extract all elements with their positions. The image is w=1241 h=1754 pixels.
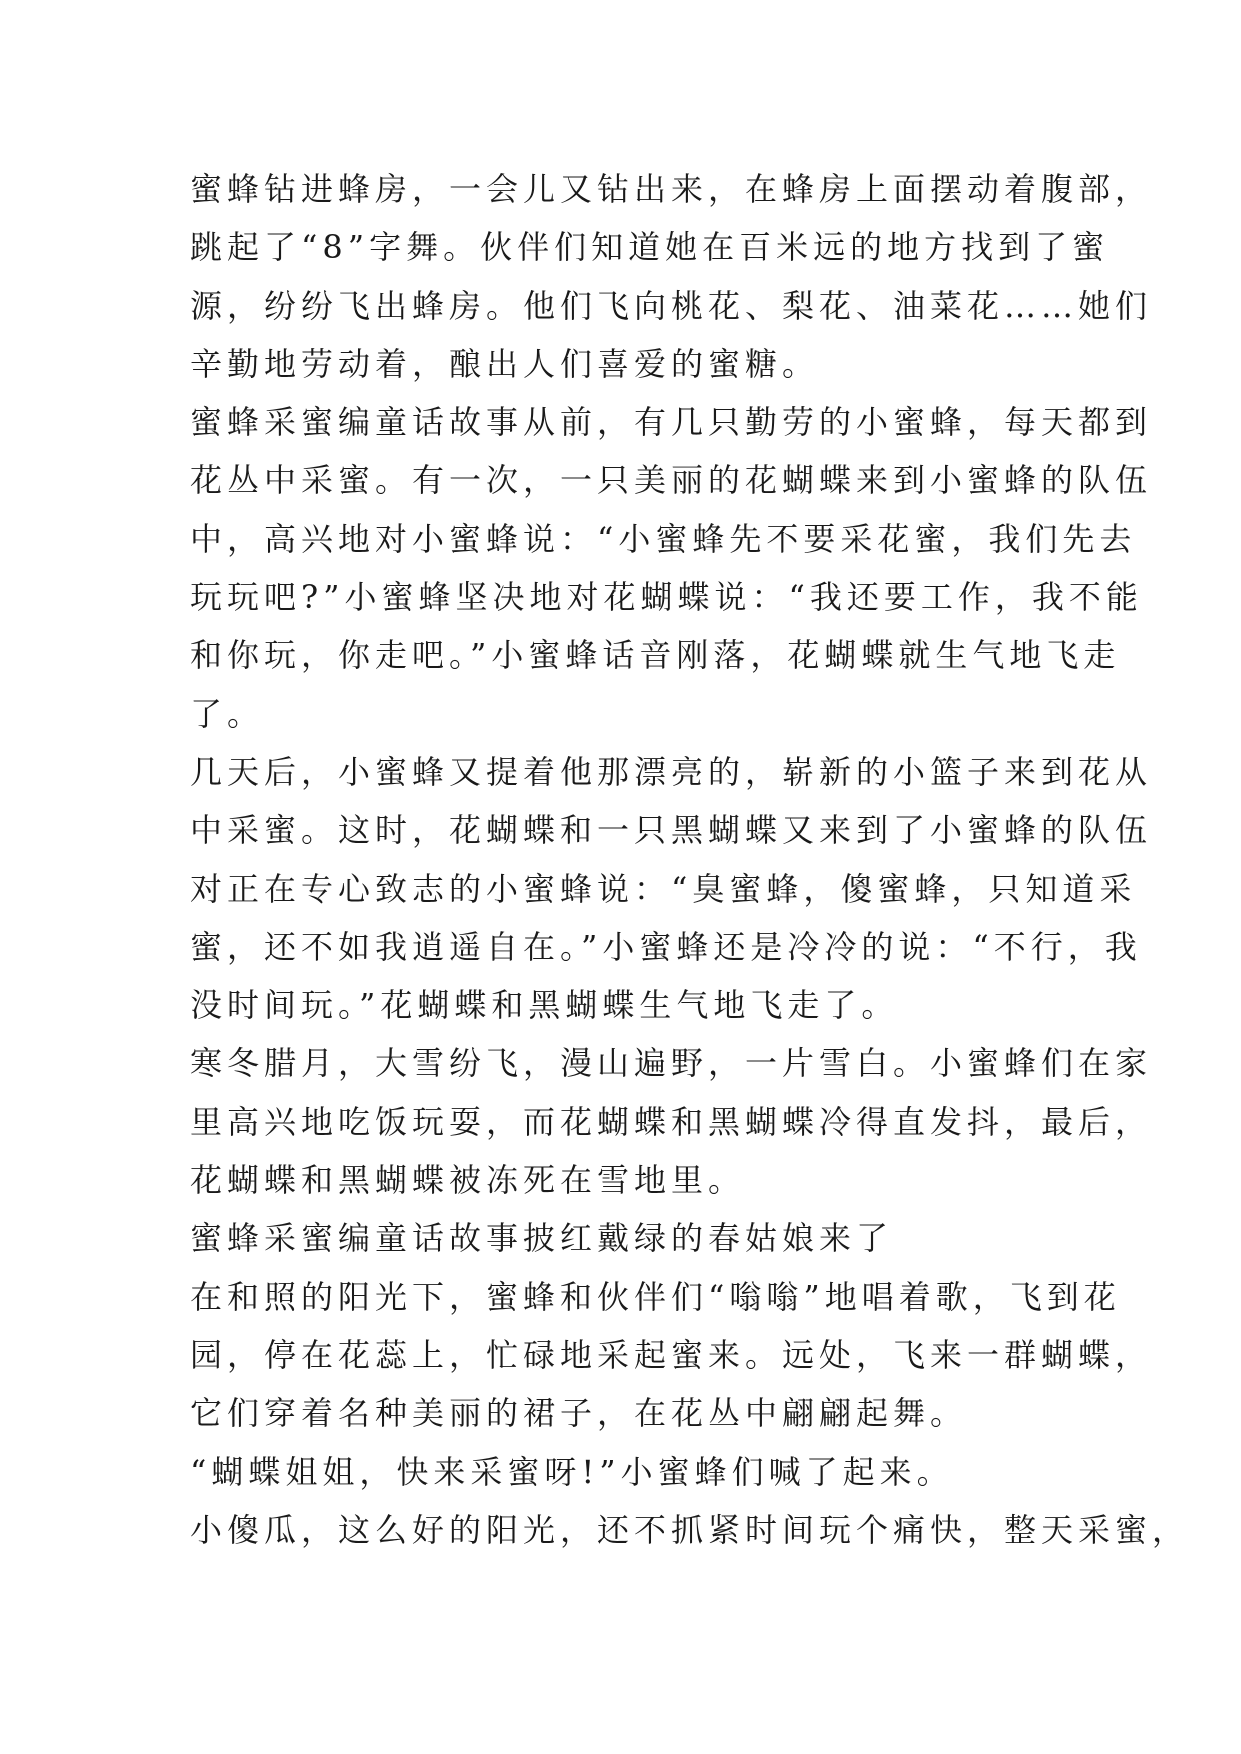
text-line: 它们穿着名种美丽的裙子，在花丛中翩翩起舞。 xyxy=(190,1394,968,1433)
text-line: 蜜蜂钻进蜂房，一会儿又钻出来，在蜂房上面摆动着腹部， xyxy=(190,170,1153,208)
text-line: 寒冬腊月，大雪纷飞，漫山遍野，一片雪白。小蜜蜂们在家 xyxy=(190,1044,1153,1083)
text-line: 对正在专心致志的小蜜蜂说：“臭蜜蜂，傻蜜蜂，只知道采 xyxy=(190,869,1137,908)
text-line: 几天后，小蜜蜂又提着他那漂亮的，崭新的小篮子来到花从 xyxy=(190,752,1153,791)
text-line: 在和照的阳光下，蜜蜂和伙伴们“嗡嗡”地唱着歌，飞到花 xyxy=(190,1277,1121,1316)
text-line: 没时间玩。”花蝴蝶和黑蝴蝶生气地飞走了。 xyxy=(190,986,899,1025)
text-line: 和你玩，你走吧。”小蜜蜂话音刚落，花蝴蝶就生气地飞走 xyxy=(190,636,1121,675)
text-line: “蝴蝶姐姐，快来采蜜呀!”小蜜蜂们喊了起来。 xyxy=(190,1452,954,1491)
text-line: 源，纷纷飞出蜂房。他们飞向桃花、梨花、油菜花……她们 xyxy=(190,286,1153,325)
text-line: 蜜，还不如我逍遥自在。”小蜜蜂还是冷冷的说：“不行，我 xyxy=(190,927,1142,966)
text-line: 中，高兴地对小蜜蜂说：“小蜜蜂先不要采花蜜，我们先去 xyxy=(190,519,1137,558)
text-line: 园，停在花蕊上，忙碌地采起蜜来。远处，飞来一群蝴蝶， xyxy=(190,1335,1153,1374)
text-line: 花蝴蝶和黑蝴蝶被冻死在雪地里。 xyxy=(190,1161,746,1200)
text-line: 花丛中采蜜。有一次，一只美丽的花蝴蝶来到小蜜蜂的队伍 xyxy=(190,461,1153,500)
text-line: 蜜蜂采蜜编童话故事披红戴绿的春姑娘来了 xyxy=(190,1219,894,1258)
text-line: 中采蜜。这时，花蝴蝶和一只黑蝴蝶又来到了小蜜蜂的队伍 xyxy=(190,811,1153,850)
text-line: 玩玩吧?”小蜜蜂坚决地对花蝴蝶说：“我还要工作，我不能 xyxy=(190,578,1143,617)
text-line: 辛勤地劳动着，酿出人们喜爱的蜜糖。 xyxy=(190,344,820,383)
text-line: 了。 xyxy=(190,694,265,733)
body-text xyxy=(190,160,1190,1559)
text-line: 蜜蜂采蜜编童话故事从前，有几只勤劳的小蜜蜂，每天都到 xyxy=(190,403,1153,442)
text-line: 小傻瓜，这么好的阳光，还不抓紧时间玩个痛快，整天采蜜， xyxy=(190,1510,1190,1549)
text-line: 里高兴地吃饭玩耍，而花蝴蝶和黑蝴蝶冷得直发抖，最后， xyxy=(190,1102,1153,1141)
text-line: 跳起了“8”字舞。伙伴们知道她在百米远的地方找到了蜜 xyxy=(190,228,1110,267)
